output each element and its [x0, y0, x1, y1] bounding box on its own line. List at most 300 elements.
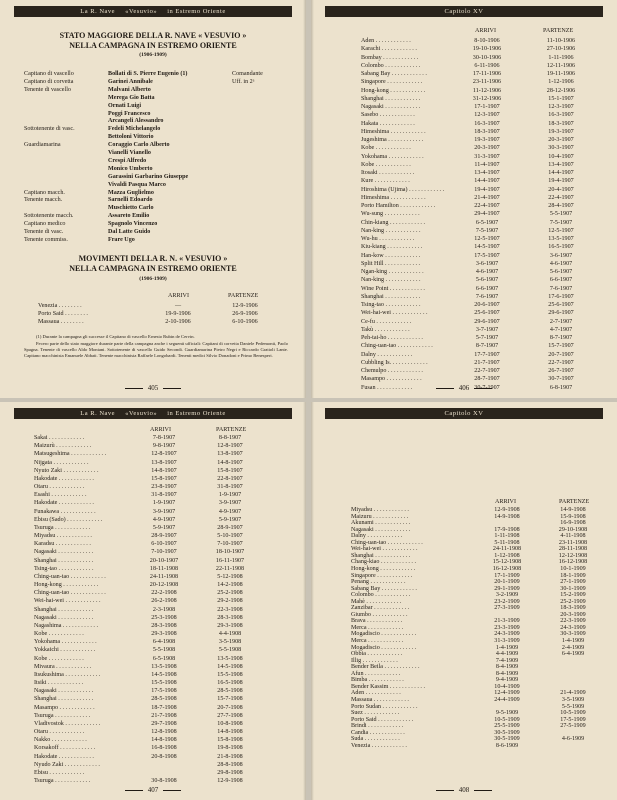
port-name: Brindi . . . . . . . . . . . .: [351, 723, 404, 730]
arrival-date: 5-9-1907: [152, 524, 176, 531]
col-header-arrivi: ARRIVI: [475, 28, 496, 34]
departure-date: 27-1-1909: [560, 579, 586, 586]
port-name: Bender Kassim . . . . . . . . . . . .: [351, 683, 425, 690]
staff-rank: Tenente di vascello: [24, 86, 71, 93]
page-fold-shadow: [311, 402, 314, 800]
running-header: Capitolo XV: [325, 408, 603, 419]
port-name: Penang . . . . . . . . . . . .: [351, 579, 406, 586]
staff-years: (1906-1909): [139, 52, 167, 58]
departure-date: 15-7-1907: [548, 343, 574, 350]
arrival-date: 21-3-1909: [494, 618, 520, 625]
arrival-date: 21-7-1907: [474, 359, 500, 366]
port-name: Himeshima . . . . . . . . . . . .: [361, 128, 426, 135]
arrival-date: 6-10-1907: [151, 541, 177, 548]
arrival-date: 15-12-1908: [492, 559, 522, 566]
port-name: Shanghai . . . . . . . . . . . .: [351, 552, 411, 559]
port-name: Shanghai . . . . . . . . . . . .: [361, 95, 421, 102]
port-name: Obbia . . . . . . . . . . . .: [351, 651, 403, 658]
port-name: Kobe . . . . . . . . . . . .: [361, 161, 411, 168]
port-name: Porto Said . . . . . . . .: [38, 311, 88, 317]
staff-name: Spagnolo Vincenzo: [108, 221, 158, 228]
port-name: Shanghai . . . . . . . . . . . .: [34, 557, 94, 564]
port-name: Yokkaichi . . . . . . . . . . . .: [34, 647, 96, 654]
staff-name: Ornati Luigi: [108, 102, 142, 109]
port-name: Massaua . . . . . . . .: [38, 319, 84, 325]
arrival-date: —: [174, 303, 182, 309]
port-name: Karadsu . . . . . . . . . . . .: [34, 541, 91, 548]
departure-date: 28-4-1907: [548, 203, 574, 209]
port-name: Sabang Bay . . . . . . . . . . . .: [361, 71, 427, 77]
arrival-date: 8-10-1906: [474, 38, 500, 44]
departure-date: 22-3-1909: [560, 618, 586, 625]
departure-date: 14-2-1908: [217, 582, 243, 589]
running-header: [14, 408, 292, 419]
page-fold-shadow: [303, 402, 306, 800]
staff-name: Poggi Francesco: [108, 110, 151, 117]
page-number: 405: [0, 384, 306, 392]
staff-name: Bettoloni Vittorio: [108, 134, 154, 141]
arrival-date: 8-4-1909: [495, 670, 519, 677]
departure-date: 1-12-1906: [548, 79, 574, 86]
col-header-arrivi: ARRIVI: [168, 293, 189, 299]
port-name: Vladivostok . . . . . . . . . . . .: [34, 720, 101, 727]
departure-date: 19-11-1906: [546, 71, 576, 77]
departure-date: 6-10-1906: [232, 319, 258, 325]
departure-date: 12-11-1906: [546, 62, 576, 69]
page-407: [0, 402, 306, 800]
footnote-2: Fecero parte dello stato maggiore durante parte della campagna anche i seguenti ufficiali: Capitani di corvetta Daniele Pedemonti, Paolo Spagna. Tenente di vascello Aldo Montani. Sottotenente di vascello Guido Secondi. Guardiamarina Pietro Negri e Riccardo Grattoli Lante. Capitano macchinista Emanuele Abbati. Tenente macchinista Raffaele Longobardi. Tenenti medici Silvio Donadoni e Primo Benesperi.: [24, 341, 288, 358]
port-name: Nagasaki . . . . . . . . . . . .: [34, 688, 94, 695]
departure-date: 4-11-1908: [560, 533, 586, 540]
page-fold-shadow: [303, 0, 306, 398]
port-name: Ce-fu . . . . . . . . . . . .: [361, 318, 412, 325]
arrival-date: 5-7-1907: [475, 335, 499, 341]
port-name: Hong-kong . . . . . . . . . . . .: [34, 582, 99, 589]
arrival-date: 12-3-1907: [474, 112, 500, 119]
port-name: Mivaura . . . . . . . . . . . .: [34, 663, 92, 670]
arrival-date: 28-7-1907: [474, 376, 500, 383]
arrival-date: 24-11-1908: [492, 546, 522, 553]
departure-date: 3-9-1907: [218, 500, 242, 507]
col-header-partenze: PARTENZE: [228, 293, 259, 299]
arrival-date: 1-9-1907: [152, 500, 176, 507]
arrival-date: 14-4-1907: [474, 178, 500, 185]
staff-name: Vivaldi Pasqua Marco: [108, 181, 166, 188]
port-name: Mahè . . . . . . . . . . . .: [351, 598, 402, 605]
arrival-date: 25-6-1907: [474, 310, 500, 317]
departure-date: 1-4-1909: [561, 638, 585, 644]
departure-date: 20-4-1907: [548, 186, 574, 193]
arrival-date: 20-10-1907: [149, 557, 179, 564]
staff-rank: Sottotenente di vasc.: [24, 126, 75, 133]
arrival-date: 17-11-1906: [472, 71, 502, 77]
arrival-date: 23-8-1907: [151, 484, 177, 491]
departure-date: 3-5-1909: [561, 696, 585, 703]
port-name: Peh-tai-ho . . . . . . . . . . . .: [361, 335, 423, 341]
port-name: Tsing-tao . . . . . . . . . . . .: [34, 565, 94, 572]
port-name: Otaru . . . . . . . . . . . .: [34, 484, 85, 491]
port-name: Akunami . . . . . . . . . . . .: [351, 520, 411, 527]
departure-date: 20-7-1907: [548, 351, 574, 358]
page-number: 407: [0, 786, 306, 794]
departure-date: 7-10-1907: [217, 541, 243, 548]
departure-date: 16-5-1908: [217, 680, 243, 687]
departure-date: 31-8-1907: [217, 484, 243, 491]
port-name: Hong-kong . . . . . . . . . . . .: [361, 87, 426, 94]
departure-date: 16-5-1907: [548, 244, 574, 251]
departure-date: 5-12-1908: [217, 573, 243, 580]
arrival-date: 9-5-1909: [495, 710, 519, 717]
arrival-date: 2-3-1908: [152, 606, 176, 613]
arrival-date: 30-5-1909: [494, 729, 520, 736]
port-name: Ebisu (Sado) . . . . . . . . . . . .: [34, 516, 103, 523]
port-name: Nijgata . . . . . . . . . . . .: [34, 459, 89, 466]
staff-name: Garinei Annibale: [108, 78, 153, 85]
port-name: Nyudo Zaki . . . . . . . . . . . .: [34, 761, 100, 768]
arrival-date: 28-9-1907: [151, 533, 177, 540]
port-name: Wei-hai-wei . . . . . . . . . . . .: [361, 310, 428, 317]
departure-date: 17-6-1907: [548, 293, 574, 300]
port-name: Funakawa . . . . . . . . . . . .: [34, 508, 96, 515]
arrival-date: 13-5-1908: [151, 663, 177, 670]
departure-date: 12-9-1906: [232, 303, 258, 309]
port-name: Giumbo . . . . . . . . . . . .: [351, 611, 408, 618]
port-name: Zanzibar . . . . . . . . . . . .: [351, 605, 410, 612]
port-name: Hiroshima (Ujima) . . . . . . . . . . . .: [361, 186, 445, 193]
departure-date: 3-5-1908: [218, 639, 242, 646]
departure-date: 23-11-1908: [558, 539, 588, 546]
port-name: Suda . . . . . . . . . . . .: [351, 736, 400, 743]
port-name: Hakata . . . . . . . . . . . .: [361, 120, 415, 127]
departure-date: 28-3-1908: [217, 614, 243, 621]
staff-rank: Tenente commiss.: [24, 236, 68, 243]
arrival-date: 4-4-1909: [495, 651, 519, 658]
arrival-date: 6-4-1908: [152, 639, 176, 646]
departure-date: 28-5-1908: [217, 688, 243, 695]
page-408: [311, 402, 617, 800]
port-name: Porto Said . . . . . . . . . . . .: [351, 716, 414, 723]
col-header-partenze: PARTENZE: [543, 28, 574, 34]
port-name: Brava . . . . . . . . . . . .: [351, 618, 403, 625]
port-name: Esashi . . . . . . . . . . . .: [34, 492, 87, 499]
port-name: Itosaki . . . . . . . . . . . .: [361, 170, 415, 176]
arrival-date: 14-8-1907: [151, 467, 177, 474]
departure-date: 20-3-1907: [548, 137, 574, 143]
port-name: Masampo . . . . . . . . . . . .: [361, 376, 422, 383]
port-name: Tsuruga . . . . . . . . . . . .: [34, 778, 91, 785]
arrival-date: 30-7-1907: [474, 384, 500, 391]
arrival-date: 19-9-1906: [165, 311, 191, 317]
staff-name: Monico Umberto: [108, 165, 153, 172]
staff-rank: Sottotenente macch.: [24, 213, 74, 220]
col-header-partenze: PARTENZE: [216, 427, 247, 433]
header-mid: «Vesuvio»: [125, 8, 158, 15]
departure-date: 15-5-1908: [217, 671, 243, 678]
staff-name: Vianelli Vianello: [108, 150, 151, 156]
arrival-date: 14-9-1908: [494, 513, 520, 520]
col-header-arrivi: ARRIVI: [495, 499, 516, 505]
departure-date: 29-8-1908: [217, 769, 243, 776]
arrival-date: 17-9-1908: [494, 526, 520, 533]
port-name: Kure . . . . . . . . . . . .: [361, 178, 410, 185]
departure-date: 14-8-1907: [217, 459, 243, 466]
arrival-date: 4-6-1907: [475, 269, 499, 275]
arrival-date: 20-8-1908: [151, 753, 177, 760]
departure-date: 18-3-1907: [548, 120, 574, 127]
departure-date: 26-7-1907: [548, 368, 574, 374]
departure-date: 28-11-1908: [558, 546, 588, 553]
port-name: Venezia . . . . . . . . . . . .: [351, 742, 407, 749]
port-name: Sakai . . . . . . . . . . . .: [34, 435, 85, 441]
port-name: Wei-hai-wei . . . . . . . . . . . .: [351, 546, 418, 553]
arrival-date: 28-5-1908: [151, 696, 177, 703]
port-name: Ching-uan-tao . . . . . . . . . . . .: [351, 539, 423, 546]
arrival-date: 30-10-1906: [472, 54, 502, 61]
departure-date: 27-5-1909: [560, 723, 586, 730]
departure-date: 5-6-1907: [549, 269, 573, 275]
departure-date: 19-3-1907: [548, 128, 574, 135]
arrival-date: 12-4-1909: [494, 690, 520, 697]
page-number: 408: [311, 786, 617, 794]
departure-date: 29-10-1908: [558, 526, 588, 533]
departure-date: 4-7-1907: [549, 326, 573, 333]
staff-rank: Capitano medico: [24, 221, 66, 228]
departure-date: 12-9-1908: [217, 778, 243, 785]
departure-date: 7-5-1907: [549, 219, 573, 226]
port-name: Yokohama . . . . . . . . . . . .: [34, 639, 97, 646]
port-name: Afun . . . . . . . . . . . .: [351, 670, 401, 677]
arrival-date: 7-5-1907: [475, 227, 499, 234]
arrival-date: 5-5-1908: [152, 647, 176, 654]
port-name: Chang-kiao . . . . . . . . . . . .: [351, 559, 416, 566]
arrival-date: 25-3-1908: [151, 614, 177, 621]
departure-date: 13-5-1908: [217, 655, 243, 662]
arrival-date: 16-3-1907: [474, 120, 500, 127]
arrival-date: 30-5-1909: [494, 736, 520, 743]
page-406: [311, 0, 617, 398]
departure-date: 16-12-1908: [558, 559, 588, 566]
arrival-date: 29-1-1909: [494, 585, 520, 592]
arrival-date: 1-4-1909: [495, 644, 519, 651]
staff-rank: Capitano di corvetta: [24, 78, 74, 85]
arrival-date: 9-8-1907: [152, 443, 176, 450]
arrival-date: 1-11-1908: [494, 533, 520, 540]
port-name: Nakko . . . . . . . . . . . .: [34, 737, 87, 744]
staff-name: Assareto Emilio: [108, 213, 150, 220]
departure-date: 10-8-1908: [217, 720, 243, 727]
movements-title: MOVIMENTI DELLA R. N. « VESUVIO »: [78, 254, 228, 263]
arrival-date: 21-4-1907: [474, 194, 500, 201]
arrival-date: 16-8-1908: [151, 745, 177, 752]
staff-name: Fedeli Michelangelo: [108, 126, 161, 133]
port-name: Nagasaki . . . . . . . . . . . .: [351, 526, 411, 533]
departure-date: 18-10-1907: [215, 549, 245, 556]
port-name: Shanghai . . . . . . . . . . . .: [361, 293, 421, 300]
running-header: [14, 6, 292, 17]
departure-date: 4-6-1909: [561, 736, 585, 743]
arrival-date: 17-5-1907: [474, 252, 500, 259]
departure-date: 17-5-1909: [560, 716, 586, 723]
port-name: Bender Beila . . . . . . . . . . . .: [351, 664, 420, 671]
col-header-arrivi: ARRIVI: [150, 427, 171, 433]
departure-date: 27-7-1908: [217, 712, 243, 719]
port-name: Merca . . . . . . . . . . . .: [351, 638, 404, 644]
departure-date: 25-2-1908: [217, 590, 243, 597]
departure-date: 10-4-1907: [548, 153, 574, 160]
arrival-date: 3-7-1907: [475, 326, 499, 333]
arrival-date: 15-8-1907: [151, 475, 177, 482]
arrival-date: 29-7-1908: [151, 720, 177, 727]
movements-title-2: NELLA CAMPAGNA IN ESTREMO ORIENTE: [69, 264, 237, 273]
departure-date: 19-4-1907: [548, 178, 574, 185]
departure-date: 12-12-1908: [558, 552, 588, 559]
departure-date: 8-7-1907: [549, 335, 573, 341]
arrival-date: 17-1-1909: [494, 572, 520, 579]
port-name: Hakodate . . . . . . . . . . . .: [34, 753, 94, 760]
departure-date: 14-8-1908: [217, 729, 243, 736]
arrival-date: 10-5-1909: [494, 716, 520, 723]
departure-date: 4-9-1907: [218, 508, 242, 515]
departure-date: 12-3-1907: [548, 104, 574, 110]
port-name: Han-kow . . . . . . . . . . . .: [361, 252, 421, 259]
port-name: Shanghai . . . . . . . . . . . .: [34, 696, 94, 703]
footnote-1: (1) Durante la campagna gli successe il Capitano di vascello Ernesto Rubin de Cervin.: [36, 334, 195, 339]
port-name: Dalny . . . . . . . . . . . .: [351, 533, 403, 540]
port-name: Bimba . . . . . . . . . . . .: [351, 677, 404, 684]
departure-date: 14-9-1908: [560, 507, 586, 513]
port-name: Fusan . . . . . . . . . . . .: [361, 384, 413, 391]
arrival-date: 31-12-1906: [472, 95, 502, 102]
port-name: Tsuruga . . . . . . . . . . . .: [34, 524, 91, 531]
port-name: Miyadsu . . . . . . . . . . . .: [351, 507, 409, 513]
arrival-date: 18-7-1908: [151, 704, 177, 711]
movements-years: (1906-1909): [139, 276, 167, 282]
port-name: Sabang Bay . . . . . . . . . . . .: [351, 585, 417, 592]
port-name: Masampo . . . . . . . . . . . .: [34, 704, 95, 711]
departure-date: 20-7-1908: [217, 704, 243, 711]
port-name: Kiu-kiang . . . . . . . . . . . .: [361, 244, 423, 251]
port-name: Nyuto Zaki . . . . . . . . . . . .: [34, 467, 99, 474]
port-name: Aden . . . . . . . . . . . .: [351, 690, 401, 697]
arrival-date: 13-8-1907: [151, 459, 177, 466]
arrival-date: 30-8-1908: [151, 778, 177, 785]
staff-title: STATO MAGGIORE DELLA R. NAVE « VESUVIO »: [59, 31, 247, 40]
departure-date: 10-1-1909: [560, 565, 586, 572]
departure-date: 12-8-1907: [217, 443, 243, 450]
arrival-date: 16-12-1908: [492, 565, 522, 572]
departure-date: 28-9-1907: [217, 524, 243, 531]
departure-date: 15-8-1907: [217, 467, 243, 474]
port-name: Colombo . . . . . . . . . . . .: [361, 62, 421, 69]
departure-date: 15-7-1908: [217, 696, 243, 703]
arrival-date: 22-4-1907: [474, 203, 500, 209]
header-left: La R. Nave: [80, 8, 116, 15]
arrival-date: 25-5-1909: [494, 723, 520, 730]
arrival-date: 24-11-1908: [149, 573, 179, 580]
arrival-date: 29-6-1907: [474, 318, 500, 325]
arrival-date: 17-7-1907: [474, 351, 500, 358]
col-header-partenze: PARTENZE: [559, 499, 590, 505]
departure-date: 5-10-1907: [217, 533, 243, 540]
arrival-date: 27-3-1909: [494, 605, 520, 612]
departure-date: 11-10-1906: [546, 38, 576, 44]
departure-date: 25-6-1907: [548, 302, 574, 308]
arrival-date: 19-10-1906: [472, 46, 502, 53]
port-name: Mogadiscio . . . . . . . . . . . .: [351, 631, 417, 638]
arrival-date: 23-3-1909: [494, 624, 520, 631]
arrival-date: 28-3-1908: [151, 622, 177, 629]
port-name: Tsing-tao . . . . . . . . . . . .: [361, 302, 421, 308]
departure-date: 22-7-1907: [548, 359, 574, 366]
departure-date: 12-5-1907: [548, 227, 574, 234]
arrival-date: 18-11-1908: [149, 565, 179, 572]
departure-date: 14-5-1908: [217, 663, 243, 670]
port-name: Kobe . . . . . . . . . . . .: [34, 655, 84, 662]
port-name: Porto Sudan . . . . . . . . . . . .: [351, 703, 418, 710]
staff-rank: Tenente di vasc.: [24, 229, 64, 235]
arrival-date: 22-2-1908: [151, 590, 177, 597]
departure-date: 5-5-1909: [561, 703, 585, 710]
page-405: [0, 0, 306, 398]
arrival-date: 14-5-1907: [474, 244, 500, 251]
departure-date: 22-11-1908: [215, 565, 245, 572]
staff-name: Coraggio Carlo Alberto: [108, 142, 170, 149]
arrival-date: 6-5-1908: [152, 655, 176, 662]
departure-date: 25-2-1909: [560, 598, 586, 605]
departure-date: 16-11-1907: [215, 557, 245, 564]
staff-name: Mazza Guglielmo: [108, 189, 154, 196]
arrival-date: 8-4-1909: [495, 664, 519, 671]
departure-date: 22-8-1907: [217, 475, 243, 482]
staff-name: Bollati di S. Pierre Eugenio (1): [108, 71, 188, 77]
departure-date: 3-6-1907: [549, 252, 573, 259]
port-name: Hakodate . . . . . . . . . . . .: [34, 475, 94, 482]
departure-date: 5-5-1908: [218, 647, 242, 654]
port-name: Sasebo . . . . . . . . . . . .: [361, 112, 415, 119]
port-name: Nan-king . . . . . . . . . . . .: [361, 277, 421, 284]
departure-date: 15-8-1908: [217, 737, 243, 744]
port-name: Chin-kiang . . . . . . . . . . . .: [361, 219, 425, 226]
port-name: Merca . . . . . . . . . . . .: [351, 624, 404, 631]
arrival-date: 14-5-1908: [151, 671, 177, 678]
departure-date: 19-8-1908: [217, 745, 243, 752]
arrival-date: 19-4-1907: [474, 186, 500, 193]
arrival-date: 8-6-1909: [495, 742, 519, 749]
header-right: in Estremo Oriente: [167, 410, 226, 417]
departure-date: 18-3-1909: [560, 605, 586, 612]
departure-date: 21-4-1909: [560, 690, 586, 697]
arrival-date: 18-3-1907: [474, 128, 500, 135]
port-name: Bombay . . . . . . . . . . . .: [361, 54, 419, 61]
departure-date: 30-3-1907: [548, 145, 574, 152]
arrival-date: 20-6-1907: [474, 302, 500, 308]
port-name: Maizurù . . . . . . . . . . . .: [34, 443, 92, 450]
port-name: Wu-hu . . . . . . . . . . . .: [361, 236, 415, 242]
arrival-date: 10-4-1909: [494, 683, 520, 690]
port-name: Wine Point . . . . . . . . . . . .: [361, 285, 425, 292]
port-name: Yokohama . . . . . . . . . . . .: [361, 153, 424, 160]
staff-name: Malvani Alberto: [108, 86, 151, 93]
arrival-date: 29-3-1908: [151, 631, 177, 638]
departure-date: 22-3-1908: [217, 606, 243, 613]
port-name: Itsukushima . . . . . . . . . . . .: [34, 671, 101, 678]
header-mid: «Vesuvio»: [125, 410, 158, 417]
port-name: Himeshima . . . . . . . . . . . .: [361, 194, 426, 201]
port-name: Tsuruga . . . . . . . . . . . .: [34, 712, 91, 719]
port-name: Mogadiscio . . . . . . . . . . . .: [351, 644, 417, 651]
arrival-date: 31-8-1907: [151, 492, 177, 499]
arrival-date: 20-12-1908: [149, 582, 179, 589]
